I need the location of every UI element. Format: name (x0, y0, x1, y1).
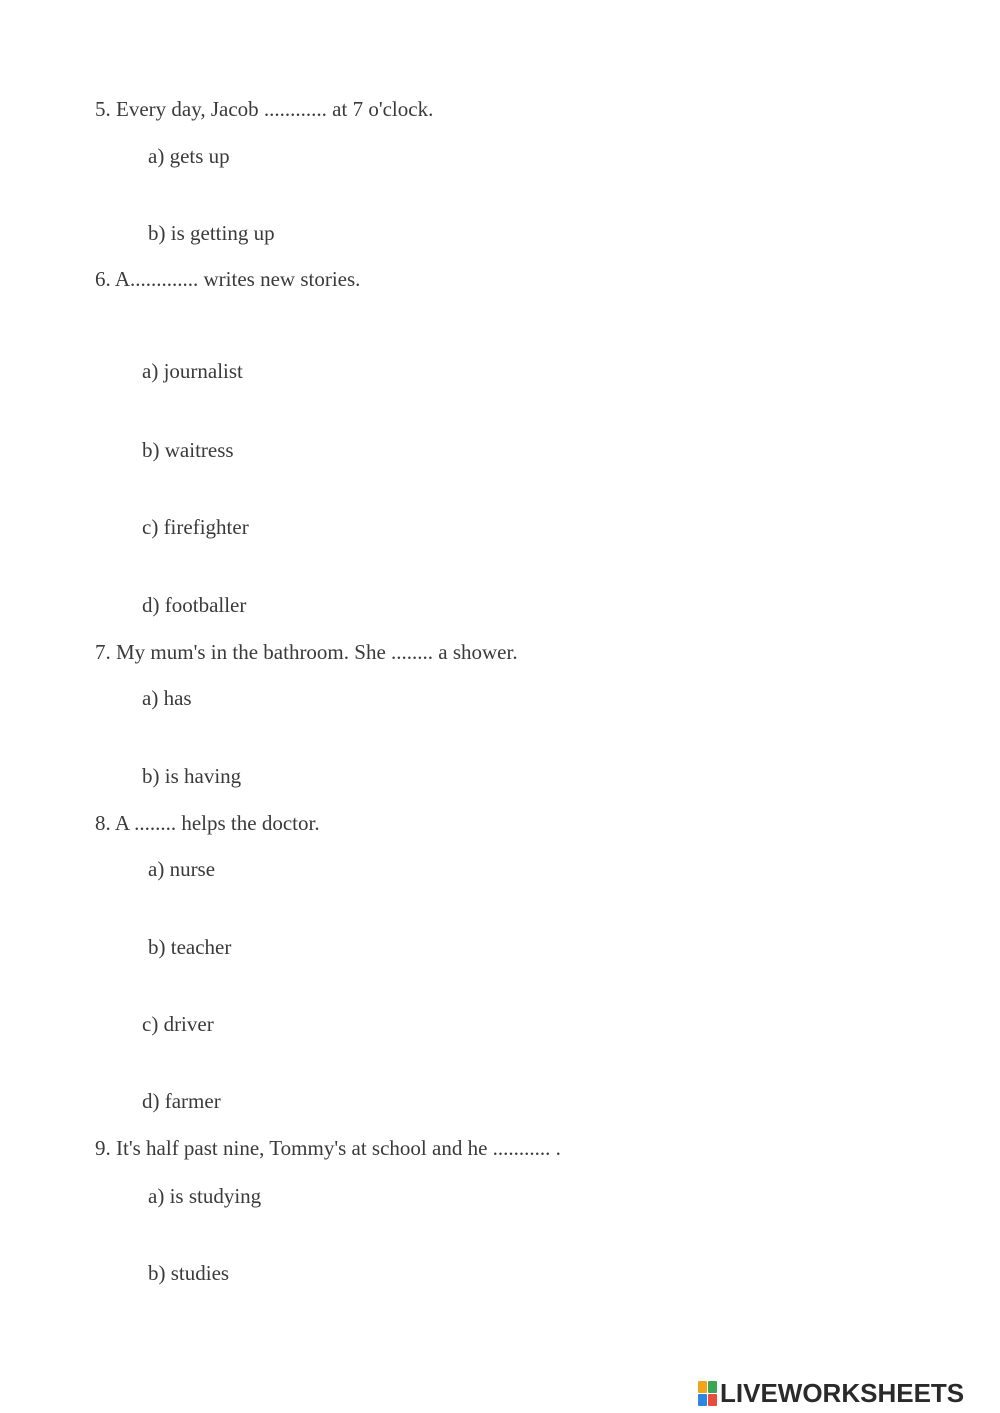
question-8-option-a[interactable]: a) nurse (148, 857, 216, 881)
logo-square-icon (708, 1381, 717, 1393)
logo-square-icon (698, 1381, 707, 1393)
question-7-prompt: 7. My mum's in the bathroom. She ........ a shower. (95, 640, 518, 664)
question-6-prompt: 6. A............. writes new stories. (95, 267, 361, 291)
logo-mark-icon (698, 1381, 717, 1406)
question-6-option-a[interactable]: a) journalist (142, 359, 243, 383)
logo-square-icon (698, 1394, 707, 1406)
question-6-option-d[interactable]: d) footballer (142, 593, 247, 617)
question-5-option-b[interactable]: b) is getting up (148, 221, 275, 245)
question-9-prompt: 9. It's half past nine, Tommy's at school and he ........... . (95, 1136, 561, 1160)
question-7-option-b[interactable]: b) is having (142, 764, 242, 788)
question-9-option-b[interactable]: b) studies (148, 1261, 230, 1285)
question-5-option-a[interactable]: a) gets up (148, 144, 230, 168)
question-8-option-c[interactable]: c) driver (142, 1012, 214, 1036)
question-8-option-b[interactable]: b) teacher (148, 935, 232, 959)
liveworksheets-logo (698, 1378, 964, 1408)
question-8-option-d[interactable]: d) farmer (142, 1089, 221, 1113)
question-8-prompt: 8. A ........ helps the doctor. (95, 811, 320, 835)
question-6-option-b[interactable]: b) waitress (142, 438, 234, 462)
question-6-option-c[interactable]: c) firefighter (142, 515, 249, 539)
question-7-option-a[interactable]: a) has (142, 686, 192, 710)
logo-text: LIVEWORKSHEETS (720, 1377, 965, 1408)
question-5-prompt: 5. Every day, Jacob ............ at 7 o'clock. (95, 97, 434, 121)
logo-square-icon (708, 1394, 717, 1406)
question-9-option-a[interactable]: a) is studying (148, 1184, 262, 1208)
